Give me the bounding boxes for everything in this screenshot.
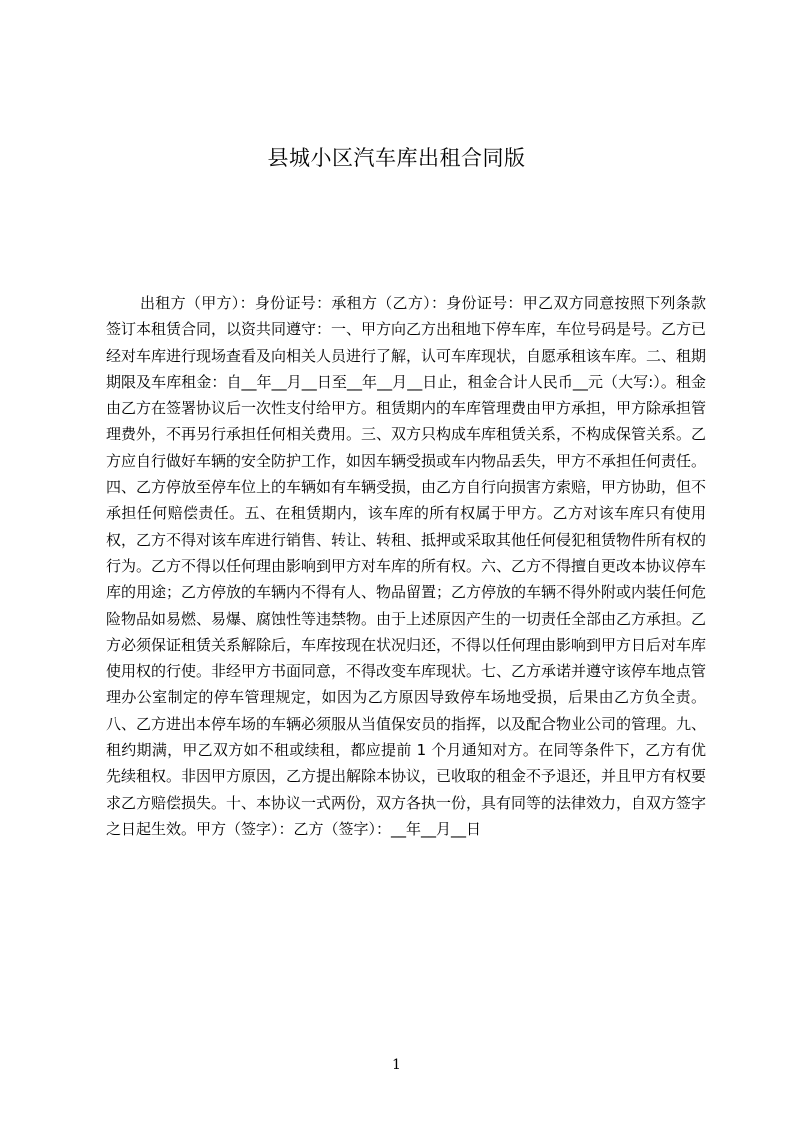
contract-body-text: 出租方（甲方）：身份证号：承租方（乙方）：身份证号：甲乙双方同意按照下列条款签订本租赁合同，以资共同遵守：一、甲方向乙方出租地下停车库，车位号码是号。乙方已经对车库进行现场查看及向相关人员进行了解，认可车库现状，自愿承租该车库。二、租期期限及车库租金：自__年__月__日至__年__月__日止，租金合计人民币__元（大写:）。租金由乙方在签署协议后一次性支付给甲方。租赁期内的车库管理费由甲方承担，甲方除承担管理费外，不再另行承担任何相关费用。三、双方只构成车库租赁关系，不构成保管关系。乙方应自行做好车辆的安全防护工作，如因车辆受损或车内物品丢失，甲方不承担任何责任。四、乙方停放至停车位上的车辆如有车辆受损，由乙方自行向损害方索赔，甲方协助，但不承担任何赔偿责任。五、在租赁期内，该车库的所有权属于甲方。乙方对该车库只有使用权，乙方不得对该车库进行销售、转让、转租、抵押或采取其他任何侵犯租赁物件所有权的行为。乙方不得以任何理由影响到甲方对车库的所有权。六、乙方不得擅自更改本协议停车库的用途；乙方停放的车辆内不得有人、物品留置；乙方停放的车辆不得外附或内装任何危险物品如易燃、易爆、腐蚀性等违禁物。由于上述原因产生的一切责任全部由乙方承担。乙方必须保证租赁关系解除后，车库按现在状况归还，不得以任何理由影响到甲方日后对车库使用权的行使。非经甲方书面同意，不得改变车库现状。七、乙方承诺并遵守该停车地点管理办公室制定的停车管理规定，如因为乙方原因导致停车场地受损，后果由乙方负全责。八、乙方进出本停车场的车辆必须服从当值保安员的指挥，以及配合物业公司的管理。九、租约期满，甲乙双方如不租或续租，都应提前 1 个月通知对方。在同等条件下，乙方有优先续租权。非因甲方原因，乙方提出解除本协议，已收取的租金不予退还，并且甲方有权要求乙方赔偿损失。十、本协议一式两份，双方各执一份，具有同等的法律效力，自双方签字之日起生效。甲方（签字）：乙方（签字）：__年__月__日 — [106, 294, 707, 838]
document-title: 县城小区汽车库出租合同版 — [267, 146, 526, 170]
page-number: 1 — [392, 1057, 401, 1073]
